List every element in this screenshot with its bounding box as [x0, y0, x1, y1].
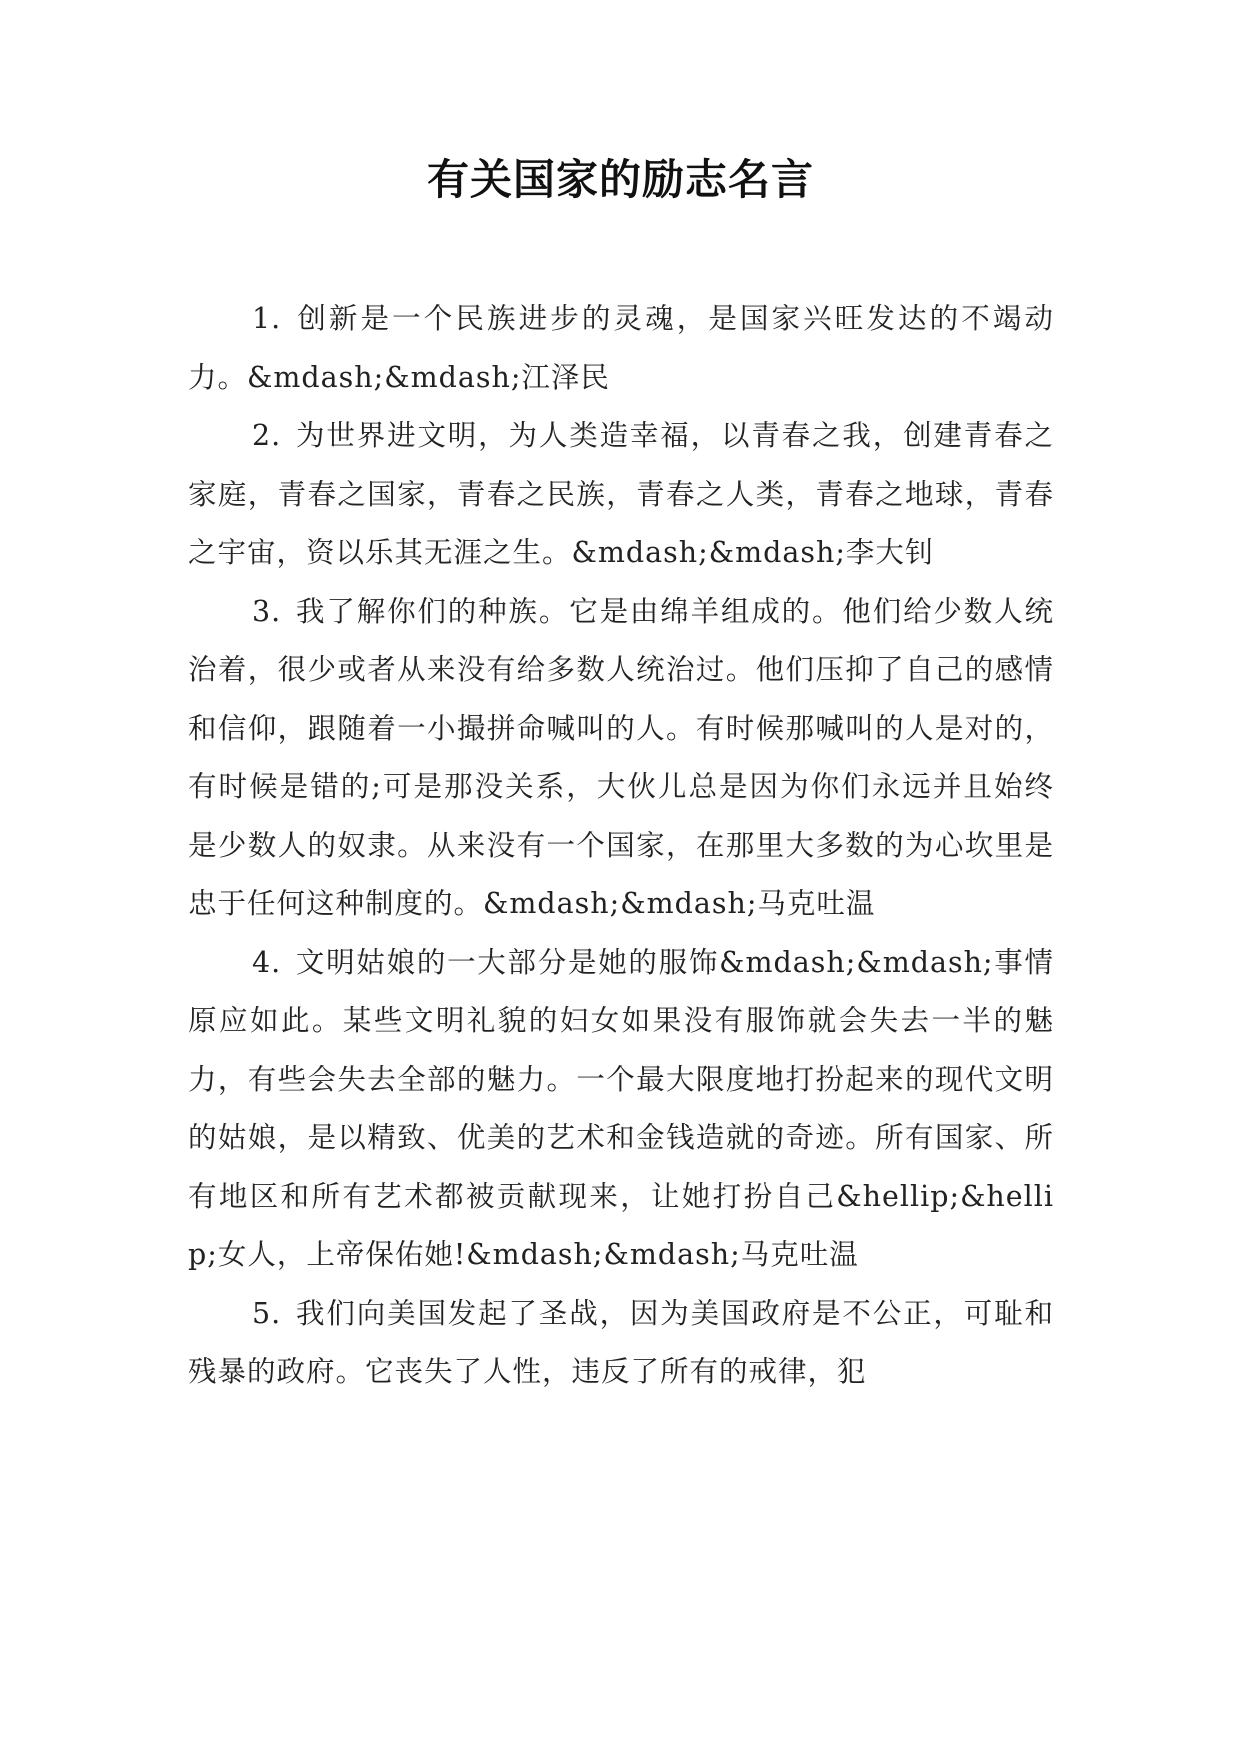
- quote-text: 为世界进文明，为人类造幸福，以青春之我，创建青春之家庭，青春之国家，青春之民族，青春之人类，青春之地球，青春之宇宙，资以乐其无涯之生。&mdash;&mdash;李大钊: [188, 419, 1054, 569]
- quote-number: 2.: [252, 419, 282, 452]
- quote-number: 5.: [252, 1296, 282, 1330]
- quote-paragraph: [188, 290, 1054, 407]
- quote-text: 我了解你们的种族。它是由绵羊组成的。他们给少数人统治着，很少或者从来没有给多数人统治过。他们压抑了自己的感情和信仰，跟随着一小撮拼命喊叫的人。有时候那喊叫的人是对的，有时候是错的;可是那没关系，大伙儿总是因为你们永远并且始终是少数人的奴隶。从来没有一个国家，在那里大多数的为心坎里是忠于任何这种制度的。&mdash;&mdash;马克吐温: [188, 594, 1054, 920]
- quote-text: 创新是一个民族进步的灵魂，是国家兴旺发达的不竭动力。&mdash;&mdash;江泽民: [188, 302, 1054, 394]
- quote-number: 3.: [252, 594, 282, 628]
- quote-number: 4.: [252, 945, 282, 979]
- quote-paragraph: [188, 1285, 1054, 1402]
- document-title: 有关国家的励志名言: [426, 155, 814, 204]
- quote-number: 1.: [252, 302, 282, 335]
- quote-text: 我们向美国发起了圣战，因为美国政府是不公正，可耻和残暴的政府。它丧失了人性，违反了所有的戒律，犯: [188, 1296, 1054, 1388]
- quote-text: 文明姑娘的一大部分是她的服饰&mdash;&mdash;事情原应如此。某些文明礼貌的妇女如果没有服饰就会失去一半的魅力，有些会失去全部的魅力。一个最大限度地打扮起来的现代文明的姑娘，是以精致、优美的艺术和金钱造就的奇迹。所有国家、所有地区和所有艺术都被贡献现来，让她打扮自己&hellip;&hellip;女人，上帝保佑她!&mdash;&mdash;马克吐温: [188, 945, 1054, 1271]
- quote-paragraph: [188, 407, 1054, 583]
- quote-paragraph: [188, 934, 1054, 1285]
- quote-paragraph: [188, 583, 1054, 934]
- document-body: [188, 290, 1054, 1402]
